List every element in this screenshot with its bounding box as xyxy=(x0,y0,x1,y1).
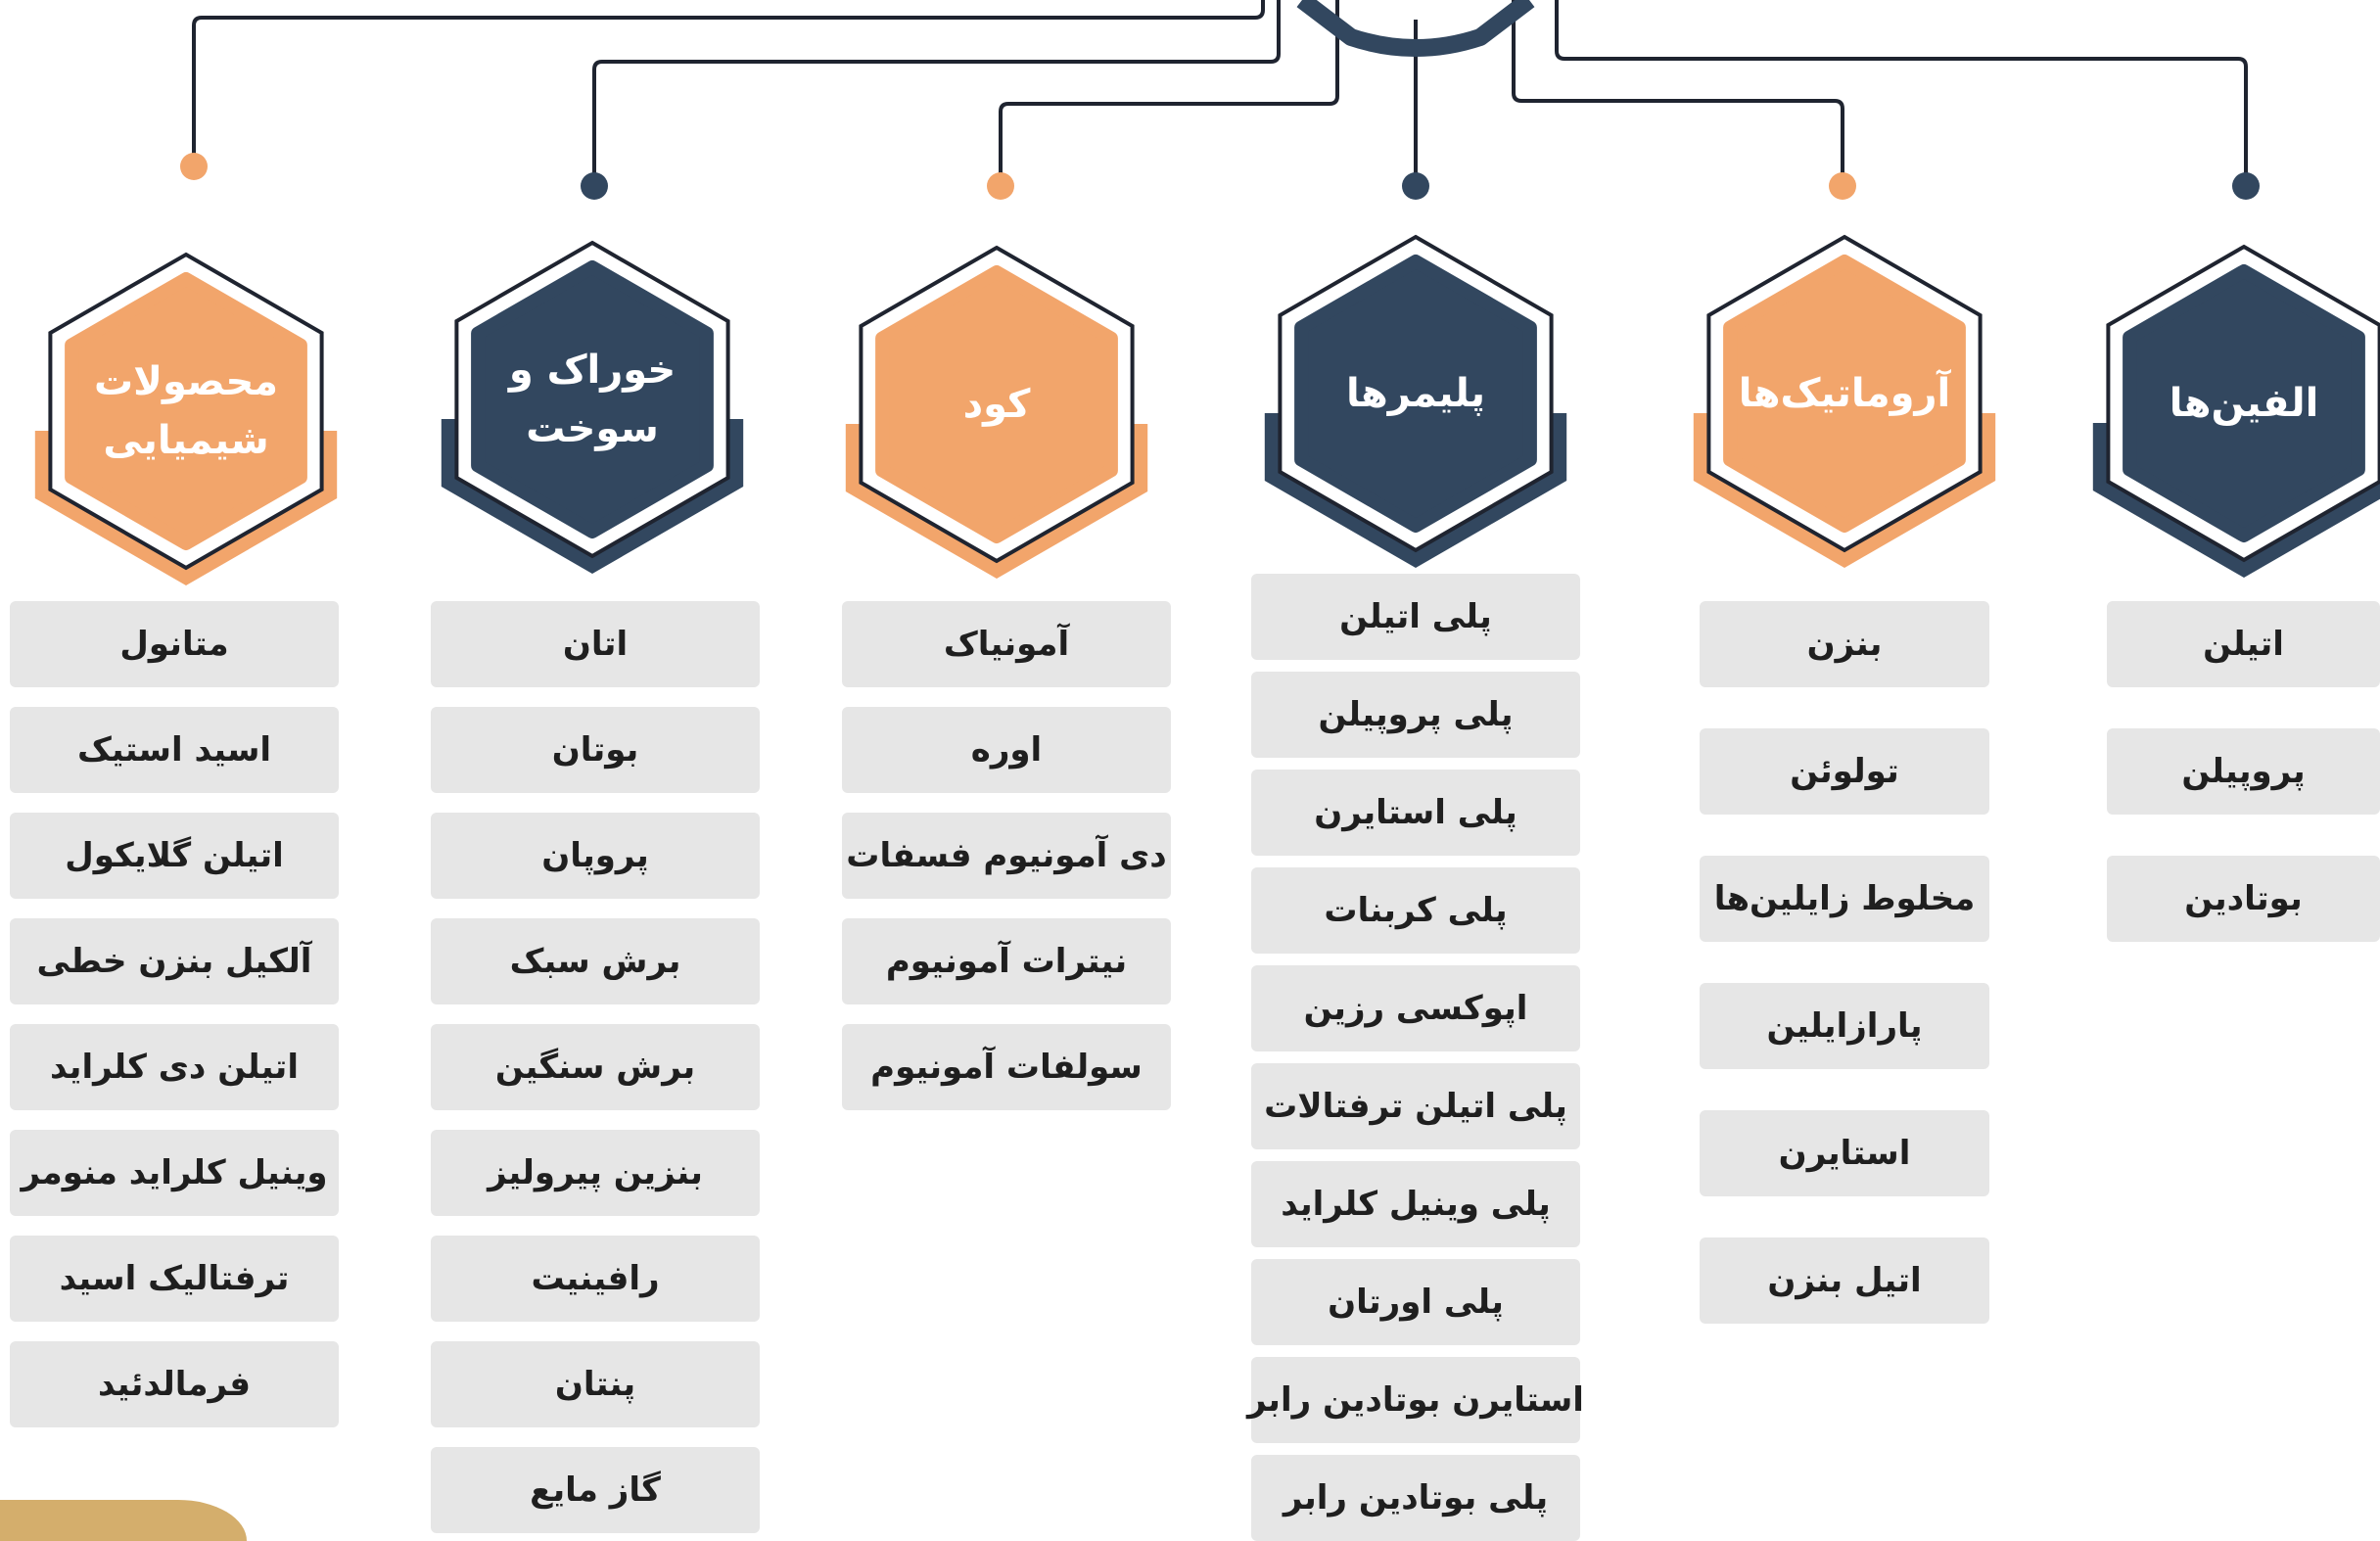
connector-line-feed-fuel xyxy=(594,0,1279,186)
product-item-feed-fuel: برش سبک xyxy=(431,918,760,1004)
connector-line-olefins xyxy=(1557,0,2246,186)
product-item-chemicals: متانول xyxy=(10,601,339,687)
category-node-fertilizer xyxy=(835,223,1158,585)
product-item-polymers: پلی اتیلن ترفتالات xyxy=(1251,1063,1580,1149)
category-title-aromatics: آروماتیک‌ها xyxy=(1738,371,1951,416)
product-item-fertilizer: نیترات آمونیوم xyxy=(842,918,1171,1004)
connector-line-chemicals xyxy=(194,0,1263,166)
category-node-polymers xyxy=(1254,212,1577,575)
category-node-aromatics xyxy=(1683,212,2006,575)
product-item-polymers: پلی کربنات xyxy=(1251,867,1580,954)
product-item-olefins: پروپیلن xyxy=(2107,728,2380,815)
product-item-chemicals: فرمالدئید xyxy=(10,1341,339,1427)
connector-dot-aromatics xyxy=(1829,172,1856,200)
product-item-polymers: پلی اورتان xyxy=(1251,1259,1580,1345)
product-item-feed-fuel: بوتان xyxy=(431,707,760,793)
product-item-olefins: بوتادین xyxy=(2107,856,2380,942)
product-item-polymers: استایرن بوتادین رابر xyxy=(1251,1357,1580,1443)
product-item-aromatics: اتیل بنزن xyxy=(1700,1237,1989,1324)
category-title-fertilizer: کود xyxy=(962,382,1031,427)
connector-dot-feed-fuel xyxy=(581,172,608,200)
product-item-chemicals: وینیل کلراید منومر xyxy=(10,1130,339,1216)
product-item-feed-fuel: رافینیت xyxy=(431,1236,760,1322)
product-item-aromatics: پارازایلین xyxy=(1700,983,1989,1069)
product-item-feed-fuel: بنزین پیرولیز xyxy=(431,1130,760,1216)
connector-dot-fertilizer xyxy=(987,172,1014,200)
product-item-feed-fuel: برش سنگین xyxy=(431,1024,760,1110)
product-item-polymers: پلی پروپیلن xyxy=(1251,672,1580,758)
connector-dot-chemicals xyxy=(180,153,208,180)
product-item-polymers: پلی بوتادین رابر xyxy=(1251,1455,1580,1541)
product-item-aromatics: بنزن xyxy=(1700,601,1989,687)
product-item-chemicals: اسید استیک xyxy=(10,707,339,793)
category-title-chemicals: محصولات شیمیایی xyxy=(93,359,279,463)
connector-line-aromatics xyxy=(1514,0,1843,186)
product-item-aromatics: استایرن xyxy=(1700,1110,1989,1196)
category-title-feed-fuel: خوراک و سوخت xyxy=(508,348,677,451)
product-item-polymers: پلی اتیلن xyxy=(1251,574,1580,660)
product-item-polymers: پلی استایرن xyxy=(1251,770,1580,856)
category-node-feed-fuel xyxy=(431,218,754,581)
product-item-fertilizer: اوره xyxy=(842,707,1171,793)
product-item-feed-fuel: پنتان xyxy=(431,1341,760,1427)
product-item-fertilizer: دی آمونیوم فسفات xyxy=(842,813,1171,899)
product-item-chemicals: اتیلن دی کلراید xyxy=(10,1024,339,1110)
product-item-feed-fuel: اتان xyxy=(431,601,760,687)
corner-decoration xyxy=(0,1500,247,1541)
product-item-aromatics: تولوئن xyxy=(1700,728,1989,815)
category-node-olefins xyxy=(2082,222,2380,584)
product-item-fertilizer: آمونیاک xyxy=(842,601,1171,687)
product-item-feed-fuel: پروپان xyxy=(431,813,760,899)
category-title-olefins: الفین‌ها xyxy=(2169,381,2319,426)
connector-dot-olefins xyxy=(2232,172,2260,200)
product-item-polymers: اپوکسی رزین xyxy=(1251,965,1580,1051)
product-item-aromatics: مخلوط زایلین‌ها xyxy=(1700,856,1989,942)
connector-line-fertilizer xyxy=(1001,0,1337,186)
product-item-feed-fuel: گاز مایع xyxy=(431,1447,760,1533)
product-item-chemicals: اتیلن گلایکول xyxy=(10,813,339,899)
category-title-polymers: پلیمرها xyxy=(1345,371,1486,416)
product-item-fertilizer: سولفات آمونیوم xyxy=(842,1024,1171,1110)
connector-dot-polymers xyxy=(1402,172,1429,200)
product-item-chemicals: ترفتالیک اسید xyxy=(10,1236,339,1322)
product-item-chemicals: آلکیل بنزن خطی xyxy=(10,918,339,1004)
category-node-chemicals xyxy=(24,230,348,592)
product-item-polymers: پلی وینیل کلراید xyxy=(1251,1161,1580,1247)
product-item-olefins: اتیلن xyxy=(2107,601,2380,687)
